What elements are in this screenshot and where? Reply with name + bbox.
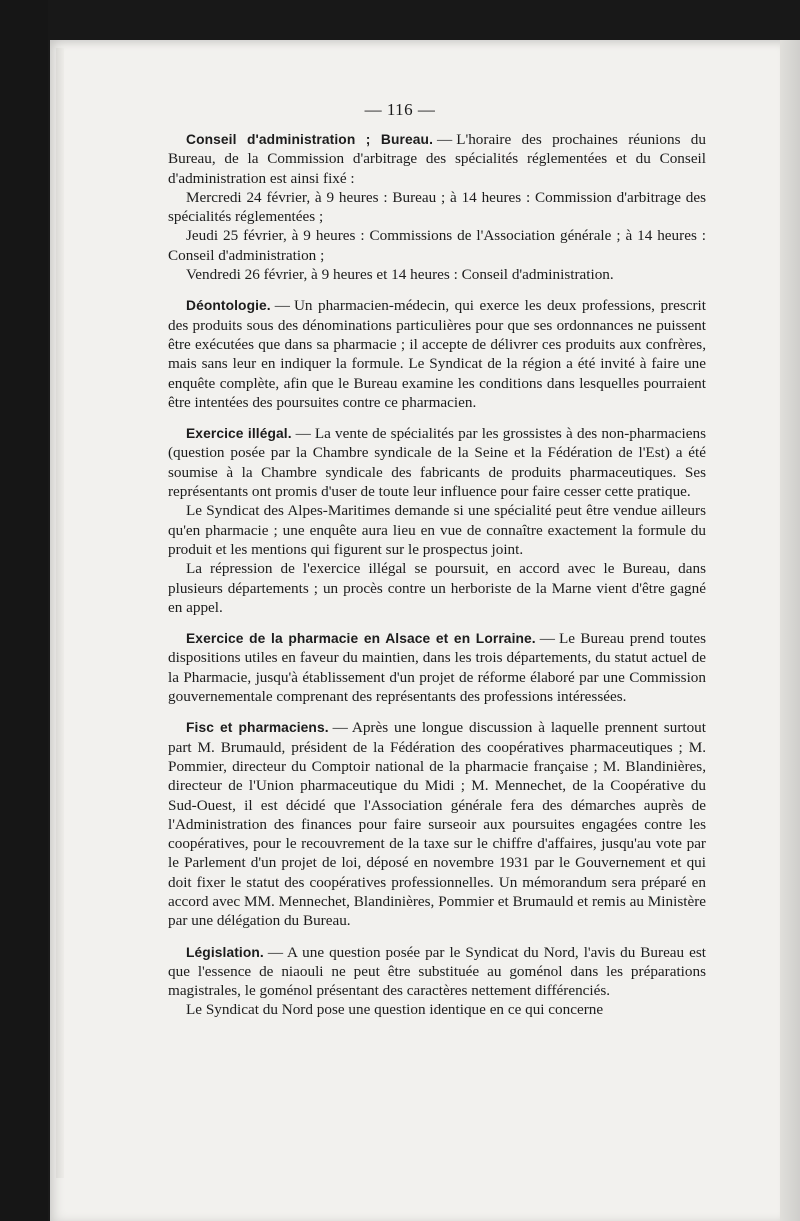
section-paragraph	[168, 424, 706, 501]
em-dash: —	[274, 297, 290, 315]
section-paragraph	[168, 718, 706, 930]
section-heading: Législation.	[186, 944, 264, 960]
section-paragraph	[168, 629, 706, 706]
page-fold-shadow	[56, 48, 64, 1178]
scan-border-left	[0, 0, 48, 1221]
paragraph-text: Après une longue discussion à laquelle prennent surtout part M. Brumauld, président de la Fédération des coopératives pharmaceutiques ; M. Pommier, directeur du Comptoir national de la pharmacie française ; M. Blandinières, directeur de l'Union pharmaceutique du Midi ; M. Mennechet, de la Coopérative du Sud-Ouest, il est décidé que l'Association générale fera des démarches auprès de l'Administration des finances pour faire surseoir aux poursuites engagées contre les coopératives, pour le recouvrement de la taxe sur le chiffre d'affaires, jusqu'au vote par le Parlement d'un projet de loi, déposé en novembre 1931 par le Gouvernement et qui doit fixer le statut des coopératives professionnelles. Un mémorandum sera préparé en accord avec MM. Mennechet, Blandinières, Pommier et Brumauld et remis au Ministère par une délégation du Bureau.	[168, 719, 706, 930]
section-heading: Conseil d'administration ; Bureau.	[186, 132, 434, 147]
em-dash: —	[539, 630, 555, 648]
page-number: — 116 —	[364, 100, 436, 119]
section-deontologie	[168, 296, 706, 412]
section-conseil-administration	[168, 130, 706, 284]
paragraph-text: Le Bureau prend toutes dispositions utiles en faveur du maintien, dans les trois départements, du statut actuel de la Pharmacie, jusqu'à établissement d'un projet de réforme élaboré par une Commission gouvernementale comprenant des représentants des professions intéressées.	[168, 630, 707, 706]
section-paragraph: Vendredi 26 février, à 9 heures et 14 heures : Conseil d'administration.	[186, 266, 614, 284]
scan-border-top	[0, 0, 800, 40]
section-heading: Exercice illégal.	[186, 426, 292, 442]
em-dash: —	[295, 425, 311, 443]
section-heading: Exercice de la pharmacie en Alsace et en Lorraine.	[186, 631, 536, 647]
section-paragraph: La répression de l'exercice illégal se poursuit, en accord avec le Bureau, dans plusieurs départements ; un procès contre un herboriste de la Marne vient d'être gagné en appel.	[168, 560, 706, 616]
section-legislation	[168, 943, 706, 1020]
section-alsace-lorraine	[168, 629, 706, 706]
em-dash: —	[437, 131, 453, 148]
paragraph-text: L'horaire des prochaines réunions du Bureau, de la Commission d'arbitrage des spécialités réglementées et du Conseil d'administration est ainsi fixé :	[168, 131, 706, 187]
section-heading: Déontologie.	[186, 298, 271, 314]
section-heading: Fisc et pharmaciens.	[186, 720, 329, 736]
em-dash: —	[332, 719, 348, 737]
section-exercice-illegal	[168, 424, 706, 617]
paragraph-text: Un pharmacien-médecin, qui exerce les deux professions, prescrit des produits sous des dénominations particulières pour que ses ordonnances ne puissent être exécutées que dans sa pharmacie ; il accepte de délivrer ces produits aux confrères, mais sans leur en indiquer la formule. Le Syndicat de la région a été invité à faire une enquête complète, afin que le Bureau examine les conditions dans lesquelles pourraient être intentées des poursuites contre ce pharmacien.	[168, 297, 706, 411]
em-dash: —	[267, 943, 284, 961]
section-fisc-pharmaciens	[168, 718, 706, 930]
section-paragraph: Le Syndicat des Alpes-Maritimes demande si une spécialité peut être vendue ailleurs qu'en pharmacie ; une enquête aura lieu en vue de connaître exactement la formule du produit et les mentions qui figurent sur le prospectus joint.	[168, 502, 706, 558]
section-paragraph: Le Syndicat du Nord pose une question identique en ce qui concerne	[186, 1001, 604, 1019]
section-paragraph	[168, 130, 706, 188]
section-paragraph	[168, 943, 706, 1001]
page-right-edge	[780, 40, 800, 1221]
document-body	[168, 130, 706, 1032]
section-paragraph	[168, 296, 706, 412]
paragraph-text: A une question posée par le Syndicat du Nord, l'avis du Bureau est que l'essence de niaouli ne peut être substituée au goménol dans les préparations magistrales, le goménol présentant des caractères nettement différenciés.	[168, 943, 706, 1000]
section-paragraph: Mercredi 24 février, à 9 heures : Bureau ; à 14 heures : Commission d'arbitrage des spécialités réglementées ;	[168, 188, 706, 226]
section-paragraph: Jeudi 25 février, à 9 heures : Commissions de l'Association générale ; à 14 heures : Conseil d'administration ;	[168, 227, 706, 264]
paragraph-text: La vente de spécialités par les grossistes à des non-pharmaciens (question posée par la Chambre syndicale de la Seine et la Fédération de l'Est) a été soumise à la Chambre syndicale des fabricants de produits pharmaceutiques. Ses représentants ont promis d'user de toute leur influence pour faire cesser cette pratique.	[168, 425, 707, 501]
